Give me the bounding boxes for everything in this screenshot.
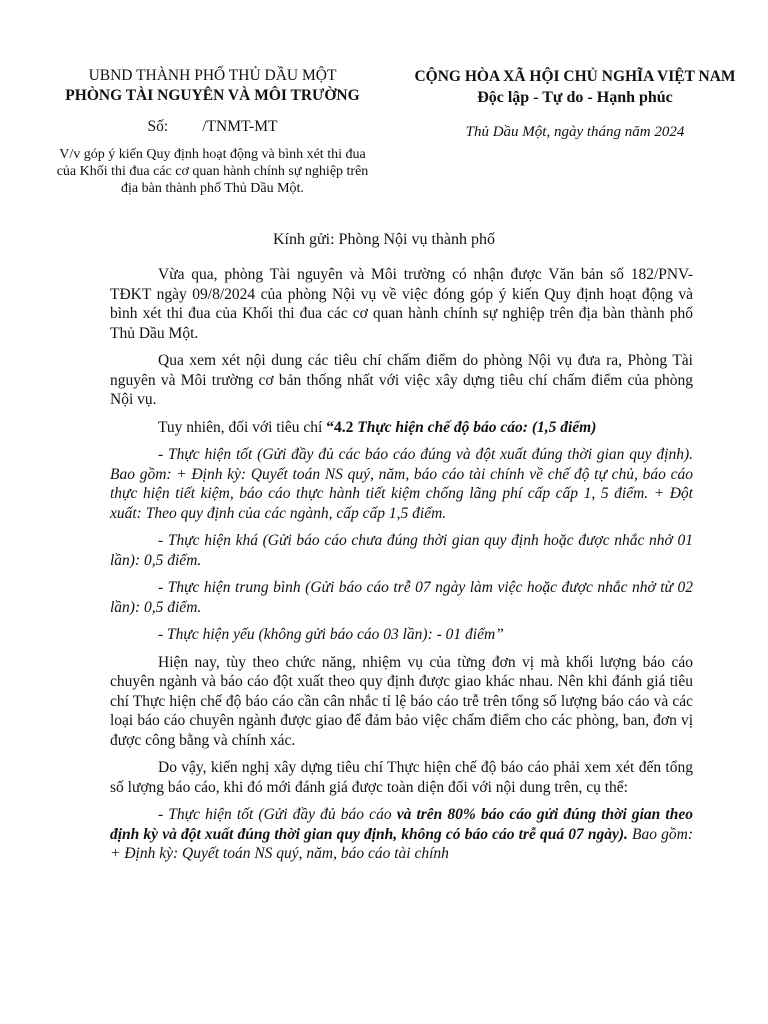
italic-run: - Thực hiện tốt (Gửi đầy đủ báo cáo [158,806,397,823]
national-motto: Độc lập - Tự do - Hạnh phúc [477,89,673,106]
document-date: Thủ Dầu Một, ngày tháng năm 2024 [465,124,685,140]
text-run: Tuy nhiên, đối với tiêu chí [158,418,327,436]
criterion-item: - Thực hiện trung bình (Gửi báo cáo trễ 07 ngày làm việc hoặc được nhắc nhở từ 02 lần): 0,5 điểm. [110,579,693,616]
body-paragraph: Do vậy, kiến nghị xây dựng tiêu chí Thực hiện chế độ báo cáo phải xem xét đến tổng số lượng báo cáo, khi đó mới đánh giá được toàn diện đối với nội dung trên, cụ thể: [110,759,693,796]
criterion-item: - Thực hiện tốt (Gửi đầy đủ các báo cáo đúng và đột xuất đúng thời gian quy định). Bao gồm: + Định kỳ: Quyết toán NS quý, năm, báo cáo tài chính về chế độ tự chủ, báo cáo thực hiện tiết kiệm, báo cáo thực hành tiết kiệm chống lãng phí cấp cấp 1, 5 điểm. + Đột xuất: Theo quy định của các ngành, cấp cấp 1,5 điểm. [110,446,693,522]
italic-run: Bao gồm: + Định kỳ: Quyết toán NS quý, năm, báo cáo tài chính [110,825,693,862]
document-number [50,118,375,136]
recipient-line: Kính gửi: Phòng Nội vụ thành phố [272,231,495,248]
body-paragraph [110,418,693,438]
agency-parent: UBND THÀNH PHỐ THỦ DẦU MỘT [88,67,337,84]
document-body [110,265,693,872]
bold-run: “4.2 [326,418,358,436]
nation-name: CỘNG HÒA XÃ HỘI CHỦ NGHĨA VIỆT NAM [414,68,736,85]
criterion-item: - Thực hiện khá (Gửi báo cáo chưa đúng thời gian quy định hoặc được nhắc nhở 01 lần): 0,5 điểm. [110,532,693,569]
document-number-label: Số: [147,118,169,135]
issuing-agency [50,66,375,106]
body-paragraph: Hiện nay, tùy theo chức năng, nhiệm vụ của từng đơn vị mà khối lượng báo cáo chuyên ngành và báo cáo đột xuất theo quy định được giao khác nhau. Nên khi đánh giá tiêu chí Thực hiện chế độ báo cáo cần cân nhắc tỉ lệ báo cáo trễ trên tổng số lượng báo cáo và các loại báo cáo chuyên ngành được giao để đảm bảo việc chấm điểm cho các phòng, ban, đơn vị được công bằng và chính xác. [110,653,693,749]
document-number-code: /TNMT-MT [202,118,278,135]
agency-name: PHÒNG TÀI NGUYÊN VÀ MÔI TRƯỜNG [65,87,360,104]
criterion-item: - Thực hiện yếu (không gửi báo cáo 03 lần): - 01 điểm” [158,626,504,643]
national-heading [385,66,765,108]
body-paragraph: Vừa qua, phòng Tài nguyên và Môi trường có nhận được Văn bản số 182/PNV-TĐKT ngày 09/8/2024 của phòng Nội vụ về việc đóng góp ý kiến Quy định hoạt động và bình xét thi đua của Khối thi đua các cơ quan hành chính sự nghiệp trên địa bàn thành phố Thủ Dầu Một. [110,266,693,342]
proposed-criterion-item [110,805,693,864]
bold-italic-run: và trên 80% báo cáo gửi đúng thời gian theo định kỳ và đột xuất đúng thời gian quy định, không có báo cáo trễ quá 07 ngày). [110,806,693,843]
body-paragraph: Qua xem xét nội dung các tiêu chí chấm điểm do phòng Nội vụ đưa ra, Phòng Tài nguyên và Môi trường cơ bản thống nhất với việc xây dựng tiêu chí chấm điểm của phòng Nội vụ. [110,352,693,408]
document-subject: V/v góp ý kiến Quy định hoạt động và bình xét thi đua của Khối thi đua các cơ quan hành chính sự nghiệp trên địa bàn thành phố Thủ Dầu Một. [56,147,369,196]
bold-italic-run: Thực hiện chế độ báo cáo: (1,5 điểm) [357,418,597,436]
